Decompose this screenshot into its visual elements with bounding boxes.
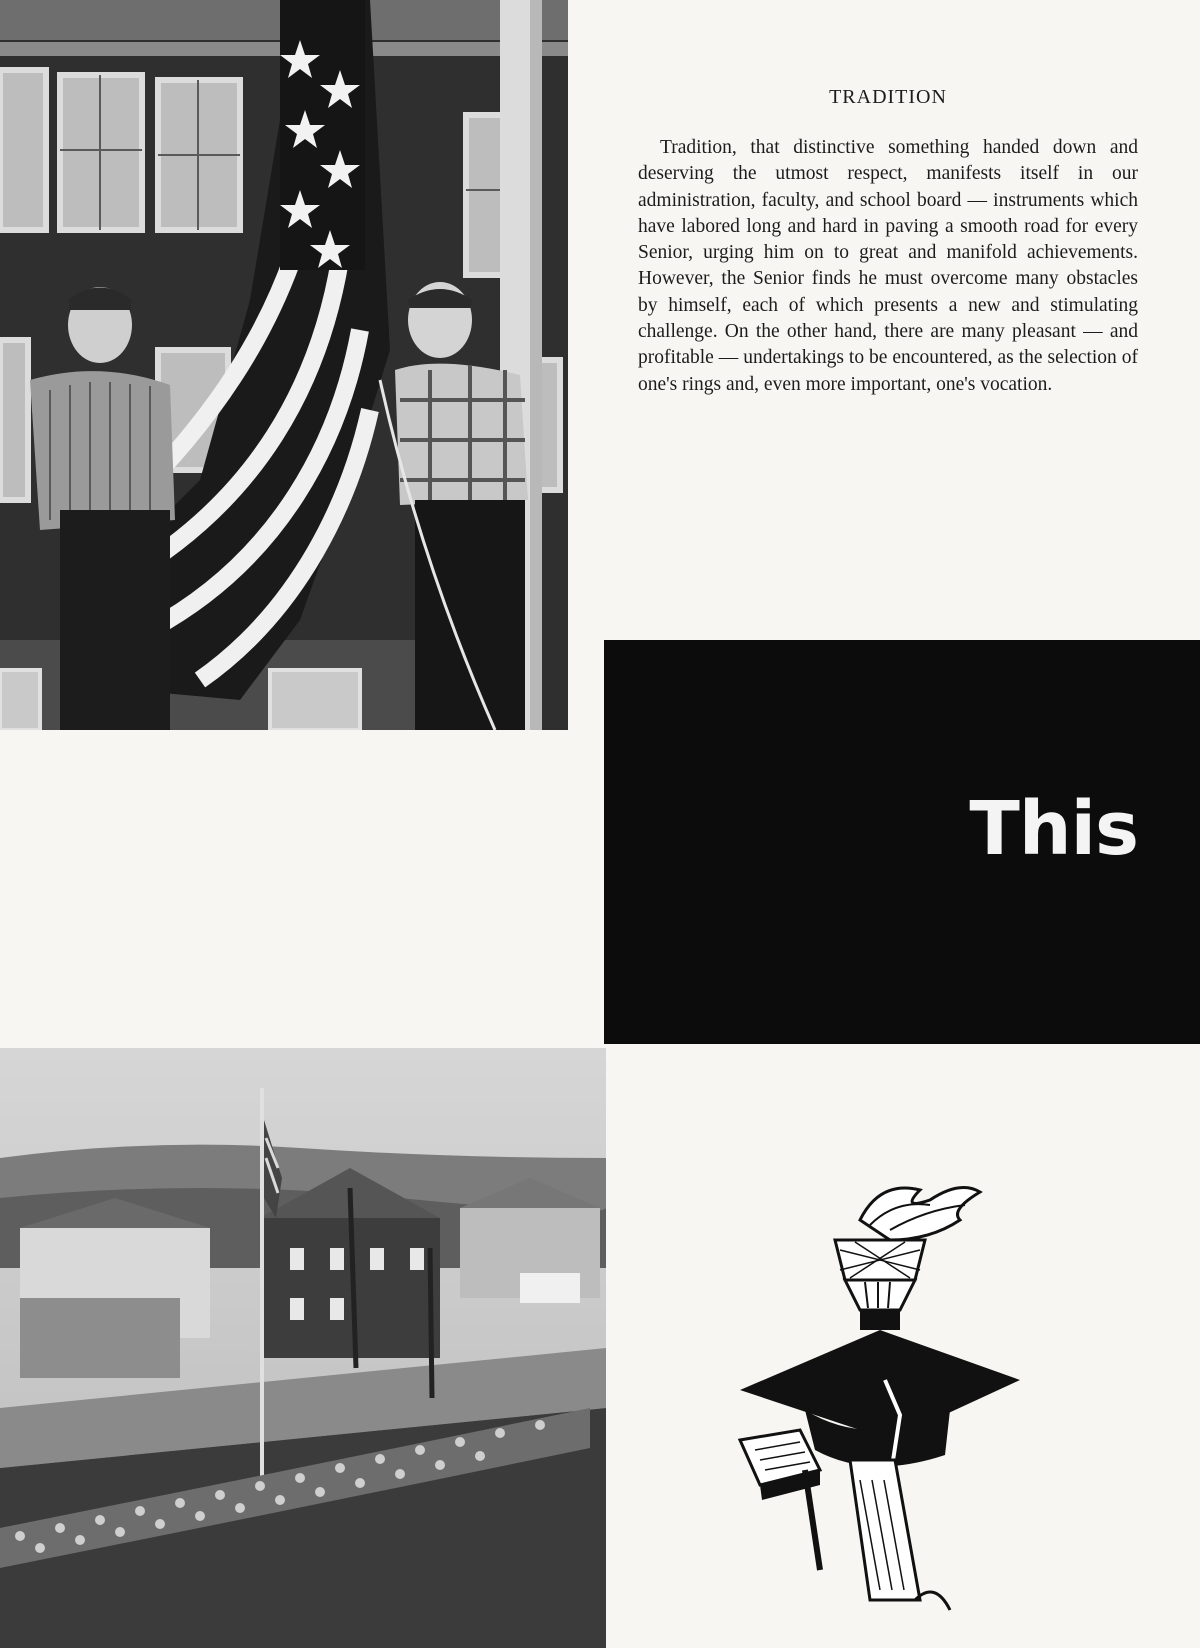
panel-title-word: This	[969, 786, 1138, 872]
torch-graduation-cap-icon	[720, 1180, 1040, 1620]
school-assembly-image	[0, 1048, 606, 1648]
flag-raising-photo	[0, 0, 568, 730]
section-title: TRADITION	[829, 86, 947, 108]
title-panel	[604, 640, 1200, 1044]
flag-raising-image	[0, 0, 568, 730]
tradition-section	[638, 86, 1138, 398]
section-body-text: Tradition, that distinctive something handed down and deserving the utmost respect, manifests itself in our administration, faculty, and school board — instruments which have labored long and hard in paving a smooth road for every Senior, urging him on to great and manifold achievements. However, the Senior finds he must overcome many obstacles by himself, each of which presents a new and stimulating challenge. On the other hand, there are many pleasant — and profitable — undertakings to be encountered, as the selection of one's rings and, even more important, one's vocation.	[638, 137, 1138, 395]
school-assembly-photo	[0, 1048, 606, 1648]
